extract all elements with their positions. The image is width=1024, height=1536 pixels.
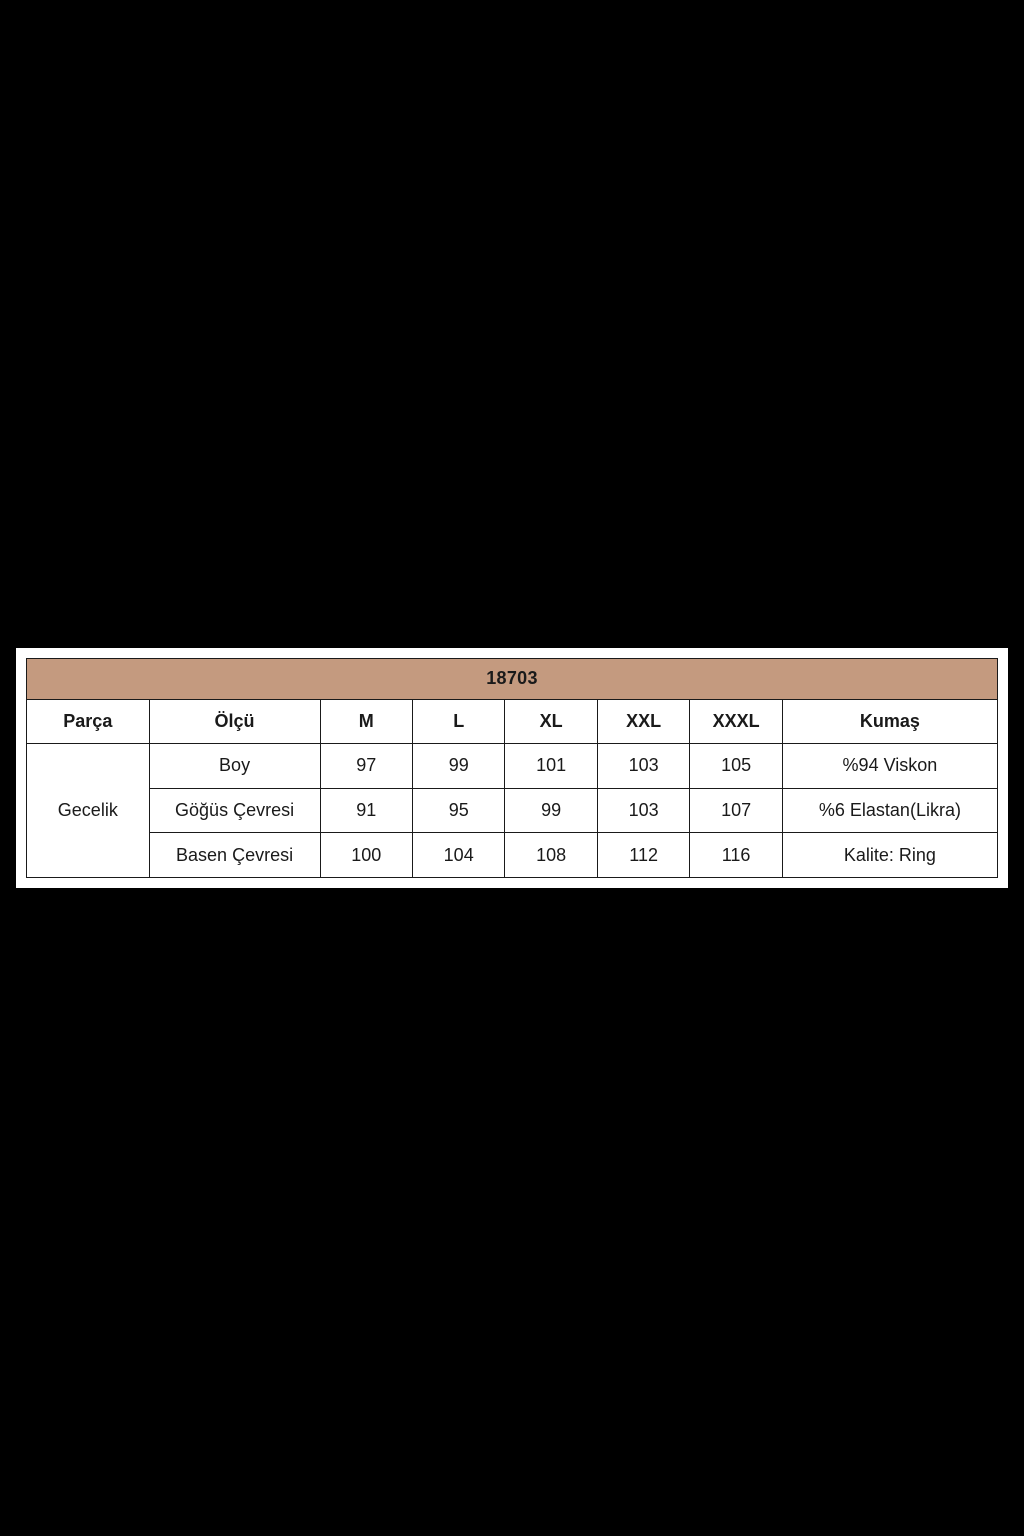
measure-label: Basen Çevresi xyxy=(149,833,320,878)
value-cell: 101 xyxy=(505,744,597,789)
header-part: Parça xyxy=(27,699,150,744)
value-cell: 104 xyxy=(412,833,504,878)
value-cell: 97 xyxy=(320,744,412,789)
value-cell: 99 xyxy=(505,788,597,833)
measure-label: Göğüs Çevresi xyxy=(149,788,320,833)
value-cell: 112 xyxy=(597,833,689,878)
measure-label: Boy xyxy=(149,744,320,789)
value-cell: 108 xyxy=(505,833,597,878)
size-chart-card xyxy=(16,648,1008,888)
value-cell: 103 xyxy=(597,744,689,789)
table-header-row xyxy=(27,699,998,744)
table-title-row xyxy=(27,659,998,700)
value-cell: 91 xyxy=(320,788,412,833)
header-size-xxxl: XXXL xyxy=(690,699,782,744)
part-label: Gecelik xyxy=(27,744,150,878)
header-size-m: M xyxy=(320,699,412,744)
value-cell: 99 xyxy=(412,744,504,789)
header-size-xxl: XXL xyxy=(597,699,689,744)
value-cell: 100 xyxy=(320,833,412,878)
table-row xyxy=(27,788,998,833)
size-chart-table xyxy=(26,658,998,878)
header-size-xl: XL xyxy=(505,699,597,744)
table-row xyxy=(27,833,998,878)
header-fabric: Kumaş xyxy=(782,699,997,744)
value-cell: 105 xyxy=(690,744,782,789)
value-cell: 116 xyxy=(690,833,782,878)
value-cell: 95 xyxy=(412,788,504,833)
fabric-value: %94 Viskon xyxy=(782,744,997,789)
header-size-l: L xyxy=(412,699,504,744)
header-measure: Ölçü xyxy=(149,699,320,744)
table-row xyxy=(27,744,998,789)
value-cell: 103 xyxy=(597,788,689,833)
value-cell: 107 xyxy=(690,788,782,833)
fabric-value: Kalite: Ring xyxy=(782,833,997,878)
product-code: 18703 xyxy=(27,659,998,700)
fabric-value: %6 Elastan(Likra) xyxy=(782,788,997,833)
